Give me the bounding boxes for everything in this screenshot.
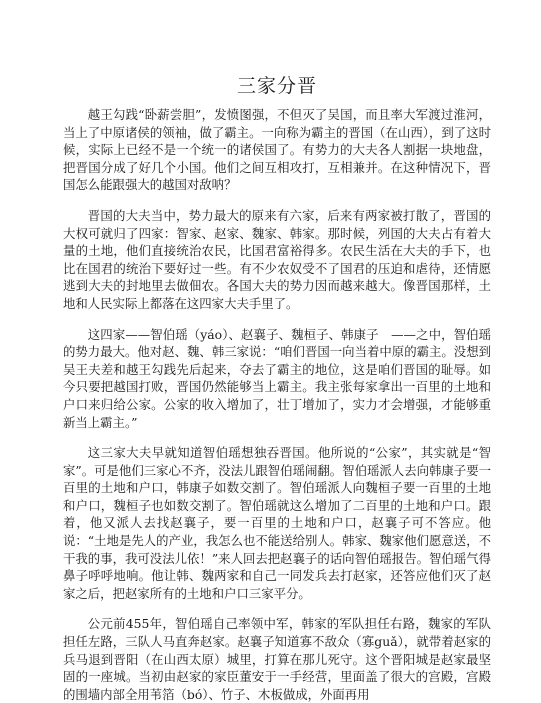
paragraph-4: 这三家大夫早就知道智伯瑶想独吞晋国。他所说的“公家”，其实就是“智家”。可是他们三家心不齐，没法儿跟智伯瑶闹翻。智伯瑶派人去向韩康子要一百里的土地和户口，韩康子如数交割了。智伯瑶派人向魏桓子要一百里的土地和户口，魏桓子也如数交割了。智伯瑶就这么增加了二百里的土地和户口。跟着，他又派人去找赵襄子，要一百里的土地和户口，赵襄子可不答应。他说：“土地是先人的产业，我怎么也不能送给别人。韩家、魏家他们愿意送，不干我的事，我可没法儿依！”来人回去把赵襄子的话向智伯瑶报告。智伯瑶气得鼻子呼呼地响。他让韩、魏两家和自己一同发兵去打赵家，还答应他们灭了赵家之后，把赵家所有的土地和户口三家平分。 [63, 445, 491, 601]
paragraph-1: 越王勾践“卧薪尝胆”，发愤图强，不但灭了吴国，而且率大军渡过淮河，当上了中原诸侯的领袖，做了霸主。一向称为霸主的晋国（在山西），到了这时候，实际上已经不是一个统一的诸侯国了。有势力的大夫各人割据一块地盘，把晋国分成了好几个小国。他们之间互相攻打，互相兼并。在这种情况下，晋国怎么能跟强大的越国对敌呐？ [63, 107, 491, 193]
paragraph-5: 公元前455年，智伯瑶自己率领中军，韩家的军队担任右路，魏家的军队担任左路，三队人马直奔赵家。赵襄子知道寡不敌众（寡guǎ），就带着赵家的兵马退到晋阳（在山西太原）城里，打算在那儿死守。这个晋阳城是赵家最坚固的一座城。当初由赵家的家臣董安于一手经营，里面盖了很大的宫殿，宫殿的围墙内部全用苇箔（bó）、竹子、木板做成，外面再用 [63, 616, 491, 702]
page-title: 三家分晋 [236, 75, 317, 97]
paragraph-3: 这四家——智伯瑶（yáo）、赵襄子、魏桓子、韩康子 ——之中，智伯瑶的势力最大。他对赵、魏、韩三家说：“咱们晋国一向当着中原的霸主。没想到吴王夫差和越王勾践先后起来，夺去了霸主的地位，这是咱们晋国的耻辱。如今只要把越国打败，晋国仍然能够当上霸主。我主张每家拿出一百里的土地和户口来归给公家。公家的收入增加了，壮丁增加了，实力才会增强，才能够重新当上霸主。” [63, 326, 491, 430]
paragraph-2: 晋国的大夫当中，势力最大的原来有六家，后来有两家被打散了，晋国的大权可就归了四家：智家、赵家、魏家、韩家。那时候，列国的大夫占有着大量的土地，他们直接统治农民，比国君富裕得多。农民生活在大夫的手下，也比在国君的统治下要好过一些。有不少农奴受不了国君的压迫和虐待，还情愿逃到大夫的封地里去做佃农。各国大夫的势力因而越来越大。像晋国那样，土地和人民实际上都落在这四家大夫手里了。 [63, 207, 491, 311]
